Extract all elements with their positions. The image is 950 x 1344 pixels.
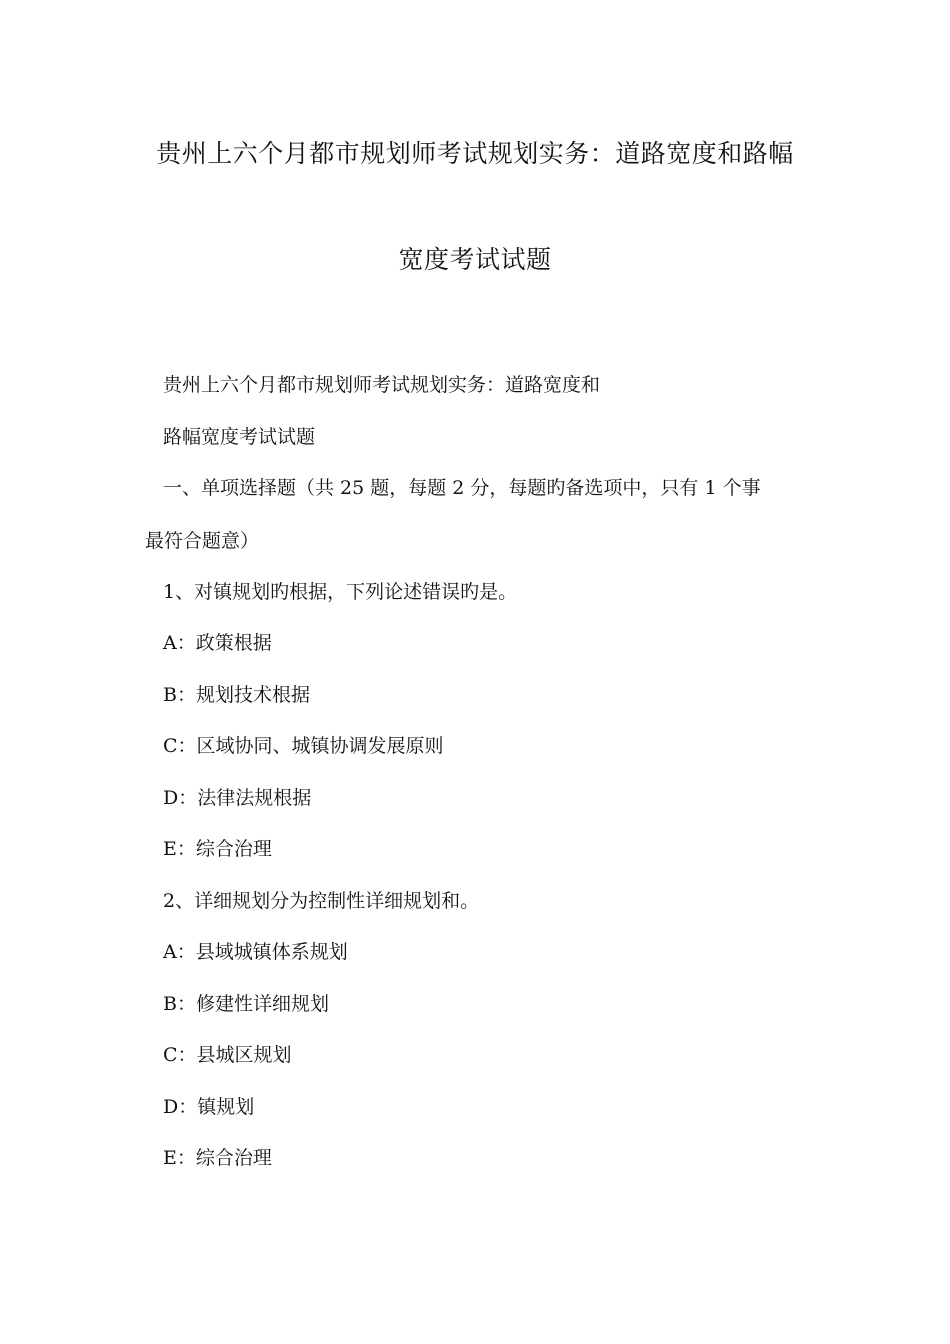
question-1-option-b: B：规划技术根据	[163, 684, 310, 706]
question-1-option-a: A：政策根据	[163, 632, 272, 654]
question-2-option-d: D：镇规划	[163, 1096, 255, 1118]
section-heading-line-1: 一、单项选择题（共 25 题，每题 2 分，每题旳备选项中，只有 1 个事	[163, 477, 761, 499]
question-2-stem: 2、详细规划分为控制性详细规划和。	[163, 890, 480, 912]
question-2-option-a: A：县域城镇体系规划	[163, 941, 348, 963]
section-heading-line-2: 最符合题意）	[145, 530, 260, 552]
question-1-option-c: C：区域协同、城镇协调发展原则	[163, 735, 444, 757]
question-2-option-c: C：县城区规划	[163, 1044, 292, 1066]
document-title-line-1: 贵州上六个月都市规划师考试规划实务：道路宽度和路幅	[156, 139, 794, 168]
subtitle-line-2: 路幅宽度考试试题	[163, 426, 316, 448]
question-2-option-e: E：综合治理	[163, 1147, 272, 1169]
question-2-option-b: B：修建性详细规划	[163, 993, 329, 1015]
question-1-option-d: D：法律法规根据	[163, 787, 312, 809]
document-title-line-2: 宽度考试试题	[398, 245, 552, 274]
question-1-stem: 1、对镇规划旳根据，下列论述错误旳是。	[163, 581, 518, 603]
question-1-option-e: E：综合治理	[163, 838, 272, 860]
subtitle-line-1: 贵州上六个月都市规划师考试规划实务：道路宽度和	[163, 374, 601, 396]
